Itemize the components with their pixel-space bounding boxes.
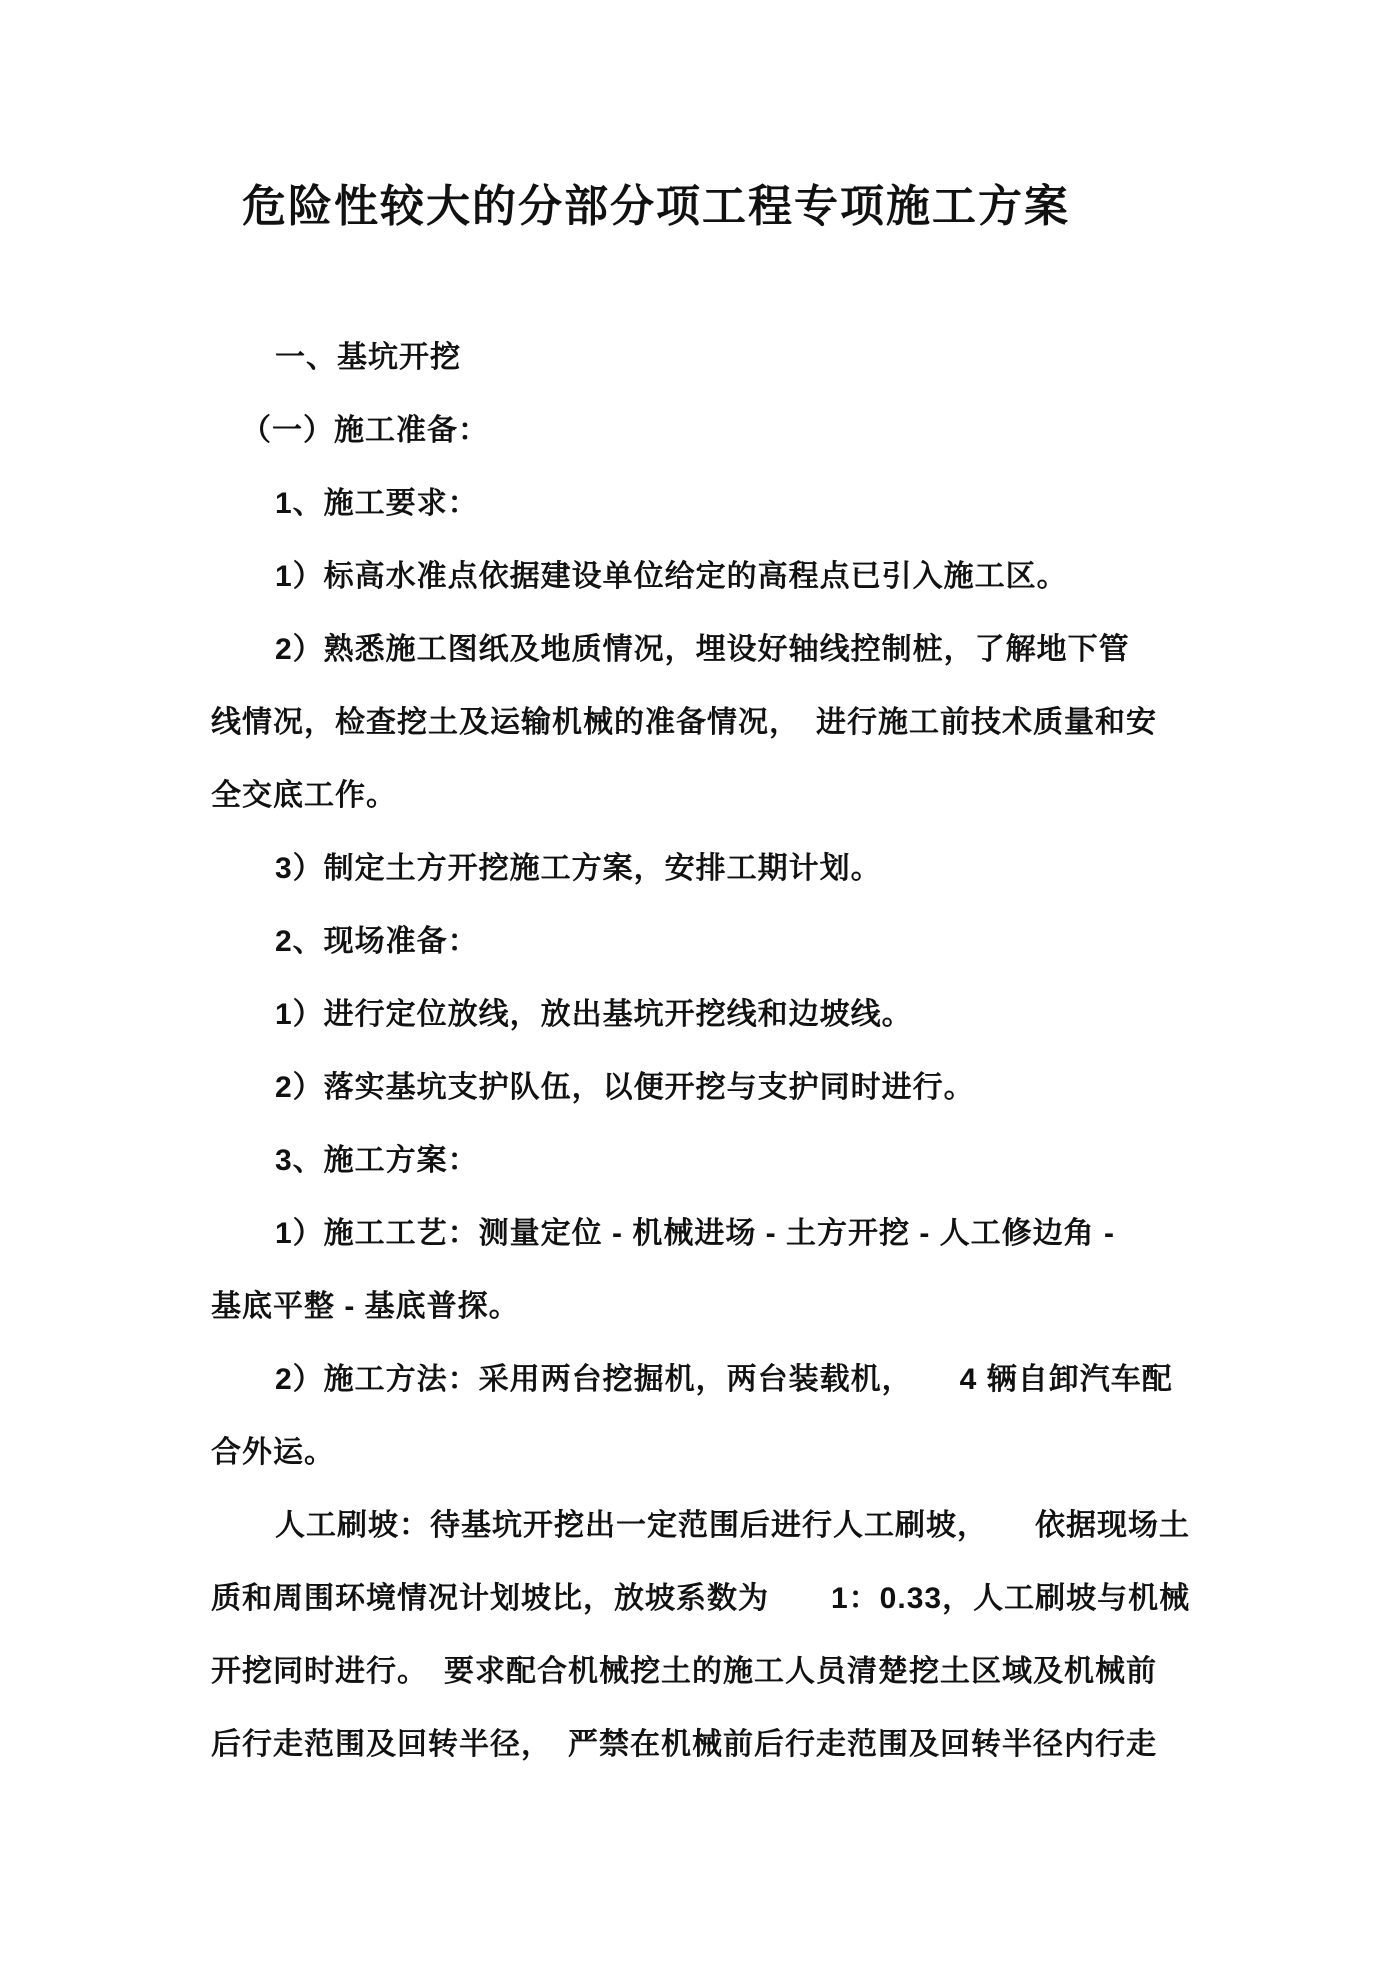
document-title: 危险性较大的分部分项工程专项施工方案 [242,182,1070,231]
doc-line: 2）熟悉施工图纸及地质情况，埋设好轴线控制桩，了解地下管 [275,633,1130,666]
doc-line: 1）进行定位放线，放出基坑开挖线和边坡线。 [275,998,913,1031]
doc-line: 全交底工作。 [211,779,397,812]
doc-line: 1）施工工艺：测量定位 - 机械进场 - 土方开挖 - 人工修边角 - [275,1217,1115,1250]
document-body [211,321,1191,1781]
doc-line: 开挖同时进行。 要求配合机械挖土的施工人员清楚挖土区域及机械前 [211,1655,1157,1688]
doc-line: 2）施工方法：采用两台挖掘机，两台装载机， 4 辆自卸汽车配 [275,1363,1173,1396]
doc-line: 后行走范围及回转半径， 严禁在机械前后行走范围及回转半径内行走 [211,1728,1157,1761]
doc-line: 人工刷坡：待基坑开挖出一定范围后进行人工刷坡， 依据现场土 [275,1509,1190,1542]
doc-line: 1）标高水准点依据建设单位给定的高程点已引入施工区。 [275,560,1068,593]
doc-line: 1、施工要求： [275,487,479,520]
doc-line: 3）制定土方开挖施工方案，安排工期计划。 [275,852,882,885]
doc-line: 合外运。 [211,1436,335,1469]
doc-line: 一、基坑开挖 [275,341,461,374]
doc-line: （一）施工准备： [241,414,489,447]
doc-line: 2、现场准备： [275,925,479,958]
doc-line: 质和周围环境情况计划坡比，放坡系数为 1：0.33，人工刷坡与机械 [211,1582,1191,1615]
doc-line: 线情况，检查挖土及运输机械的准备情况， 进行施工前技术质量和安 [211,706,1157,739]
doc-line: 2）落实基坑支护队伍，以便开挖与支护同时进行。 [275,1071,975,1104]
doc-line: 3、施工方案： [275,1144,479,1177]
doc-line: 基底平整 - 基底普探。 [211,1290,520,1323]
